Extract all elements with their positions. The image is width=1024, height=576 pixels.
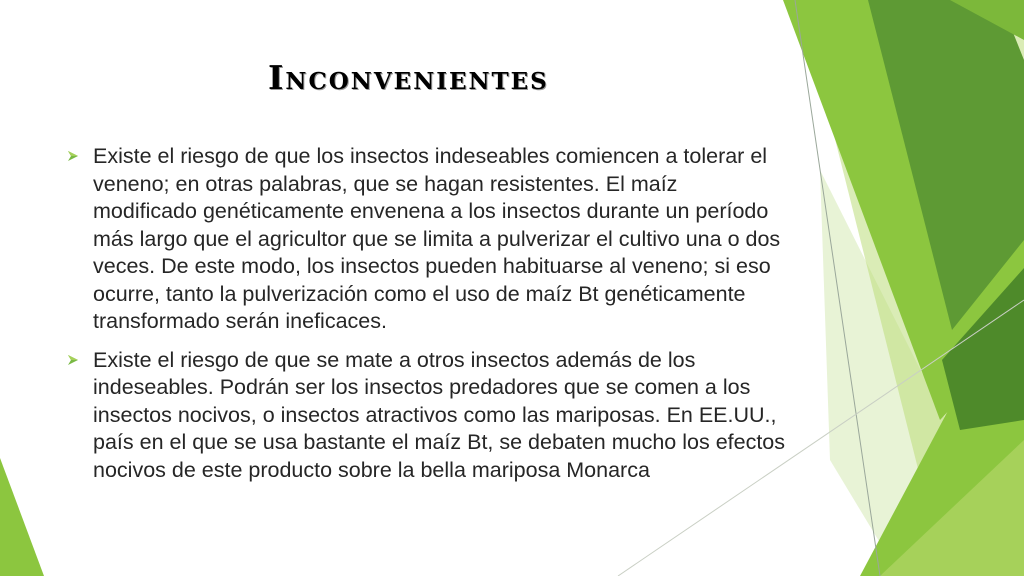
arrow-bullet-icon: [66, 353, 80, 367]
slide-title: Inconvenientes: [268, 58, 549, 97]
left-facet-shape: [0, 458, 44, 576]
bullet-text: Existe el riesgo de que se mate a otros insectos además de los indeseables. Podrán ser los insectos predadores que se comen a los insectos nocivos, o insectos atractivos como las mariposas. En EE.UU., país en el que se usa bastante el maíz Bt, se debaten mucho los efectos nocivos de este producto sobre la bella mariposa Monarca: [93, 347, 786, 482]
arrow-bullet-icon: [66, 149, 80, 163]
bullet-list: [66, 143, 786, 484]
bullet-item: [66, 347, 786, 485]
bullet-item: [66, 143, 786, 336]
bullet-text: Existe el riesgo de que los insectos indeseables comiencen a tolerar el veneno; en otras palabras, que se hagan resistentes. El maíz modificado genéticamente envenena a los insectos durante un período más largo que el agricultor que se limita a pulverizar el cultivo una o dos veces. De este modo, los insectos pueden habituarse al veneno; si eso ocurre, tanto la pulverización como el uso de maíz Bt genéticamente transformado serán ineficaces.: [93, 144, 781, 333]
